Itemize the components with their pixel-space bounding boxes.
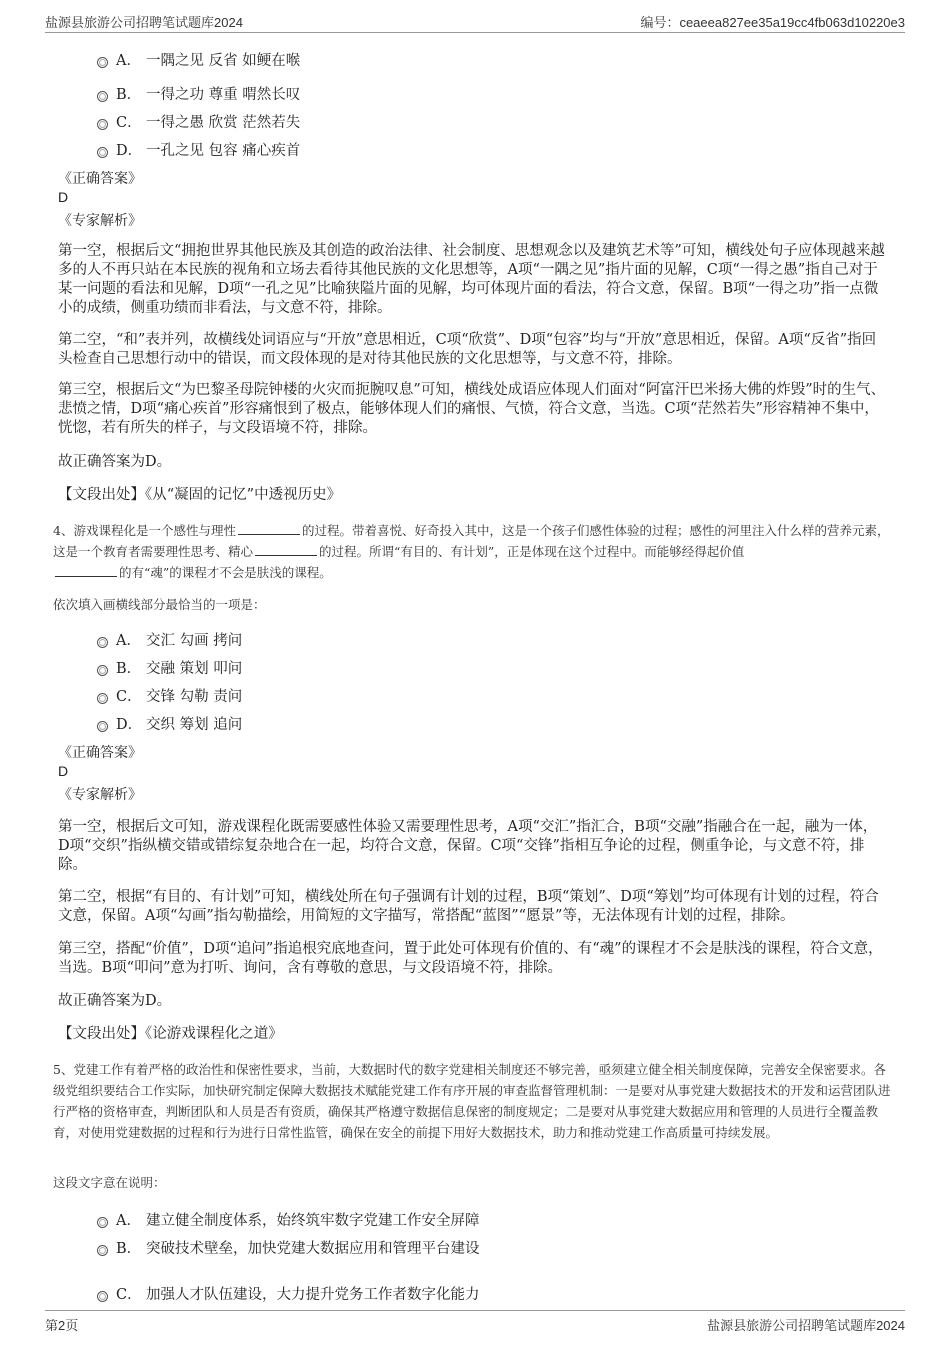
q3-option-a[interactable]: A． 一隅之见 反省 如鲠在喉: [97, 48, 300, 70]
analysis-paragraph: 第三空，根据后文“为巴黎圣母院钟楼的火灾而扼腕叹息”可知，横线处成语应体现人们面对“阿富汗巴米扬大佛的炸毁”时的生气、悲愤之情，D项“痛心疾首”形容痛恨到了极点，能够体现人们的痛恨、气愤，符合文意，当选。C项“茫然若失”形容精神不集中，恍惚，若有所失的样子，与文段语境不符，排除。: [58, 382, 886, 436]
analysis-conclusion: 故正确答案为D。: [58, 454, 172, 470]
page-footer: [45, 1310, 905, 1335]
source-citation: 【文段出处】《论游戏课程化之道》: [58, 1026, 283, 1042]
analysis-label: 《专家解析》: [58, 213, 142, 229]
analysis-label: 《专家解析》: [58, 787, 142, 803]
answer-label: 《正确答案》: [58, 745, 142, 761]
analysis-conclusion: 故正确答案为D。: [58, 993, 172, 1009]
blank-line: [55, 564, 117, 577]
question-stem: 4、游戏课程化是一个感性与理性 的过程。带着喜悦、好奇投入其中，这是一个孩子们感性体验的过程；感性的河里注入什么样的营养元素，这是一个教育者需要理性思考、精心 的过程。所谓“有目的、有计划”，正是体现在这个过程中。而能够经得起价值 的有“魂”的课程才不会是肤浅的课程。: [53, 523, 890, 580]
radio-icon[interactable]: [97, 1217, 108, 1228]
q5-option-b[interactable]: B． 突破技术壁垒，加快党建大数据应用和管理平台建设: [97, 1236, 480, 1258]
blank-line: [255, 543, 317, 556]
blank-line: [238, 522, 300, 535]
radio-icon[interactable]: [97, 637, 108, 648]
question-stem: 5、党建工作有着严格的政治性和保密性要求，当前，大数据时代的数字党建相关制度还不够完善，亟须建立健全相关制度保障，完善安全保密要求。各级党组织要结合工作实际，加快研究制定保障大数据技术赋能党建工作有序开展的审查监督管理机制：一是要对从事党建大数据技术的开发和运营团队进行严格的资格审查，判断团队和人员是否有资质，确保其严格遵守数据信息保密的制度规定；二是要对从事党建大数据应用和管理的人员进行全覆盖教育，对使用党建数据的过程和行为进行日常性监管，确保在安全的前提下用好大数据技术，助力和推动党建工作高质量可持续发展。: [53, 1062, 891, 1140]
q3-option-c[interactable]: C． 一得之愚 欣赏 茫然若失: [97, 110, 300, 132]
radio-icon[interactable]: [97, 721, 108, 732]
analysis-paragraph: 第三空，搭配“价值”，D项“追问”指追根究底地查问，置于此处可体现有价值的、有“魂”的课程才不会是肤浅的课程，符合文意，当选。B项“叩问”意为打听、询问，含有尊敬的意思，与文段语境不符，排除。: [58, 941, 883, 976]
q3-option-d[interactable]: D． 一孔之见 包容 痛心疾首: [97, 138, 300, 160]
radio-icon[interactable]: [97, 1245, 108, 1256]
source-citation: 【文段出处】《从“凝固的记忆”中透视历史》: [58, 487, 342, 503]
q4-option-c[interactable]: C． 交锋 勾勒 责问: [97, 684, 242, 706]
radio-icon[interactable]: [97, 119, 108, 130]
page-number: 第2页: [45, 1318, 79, 1333]
radio-icon[interactable]: [97, 57, 108, 68]
radio-icon[interactable]: [97, 693, 108, 704]
q4-option-a[interactable]: A． 交汇 勾画 拷问: [97, 628, 242, 650]
answer-label: 《正确答案》: [58, 171, 142, 187]
answer-value: D: [58, 189, 69, 205]
q4-option-b[interactable]: B． 交融 策划 叩问: [97, 656, 242, 678]
analysis-paragraph: 第一空，根据后文可知，游戏课程化既需要感性体验又需要理性思考，A项“交汇”指汇合，B项“交融”指融合在一起，融为一体，D项“交织”指纵横交错或错综复杂地合在一起，均符合文意，保留。C项“交锋”指相互争论的过程，侧重争论，与文意不符，排除。: [58, 819, 878, 873]
page-header: [45, 10, 905, 33]
radio-icon[interactable]: [97, 147, 108, 158]
radio-icon[interactable]: [97, 91, 108, 102]
header-doc-id: 编号：ceaeea827ee35a19cc4fb063d10220e3: [640, 15, 905, 30]
question-prompt: 依次填入画横线部分最恰当的一项是：: [53, 597, 266, 612]
header-title: 盐源县旅游公司招聘笔试题库2024: [45, 15, 243, 30]
radio-icon[interactable]: [97, 1291, 108, 1302]
q3-option-b[interactable]: B． 一得之功 尊重 喟然长叹: [97, 82, 300, 104]
footer-title: 盐源县旅游公司招聘笔试题库2024: [707, 1318, 905, 1333]
q5-option-c[interactable]: C． 加强人才队伍建设，大力提升党务工作者数字化能力: [97, 1282, 480, 1304]
analysis-paragraph: 第二空，根据“有目的、有计划”可知，横线处所在句子强调有计划的过程，B项“策划”、D项“筹划”均可体现有计划的过程，符合文意，保留。A项“勾画”指勾勒描绘，用简短的文字描写，常搭配“蓝图”“愿景”等，无法体现有计划的过程，排除。: [58, 889, 879, 924]
answer-value: D: [58, 763, 69, 779]
q5-option-a[interactable]: A． 建立健全制度体系，始终筑牢数字党建工作安全屏障: [97, 1208, 480, 1230]
analysis-paragraph: 第二空，“和”表并列，故横线处词语应与“开放”意思相近，C项“欣赏”、D项“包容”均与“开放”意思相近，保留。A项“反省”指回头检查自己思想行动中的错误，而文段体现的是对待其他民族的文化思想等，与文意不符，排除。: [58, 332, 877, 367]
analysis-paragraph: 第一空，根据后文“拥抱世界其他民族及其创造的政治法律、社会制度、思想观念以及建筑艺术等”可知，横线处句子应体现越来越多的人不再只站在本民族的视角和立场去看待其他民族的文化思想等，A项“一隅之见”指片面的见解，C项“一得之愚”指自己对于某一问题的看法和见解，D项“一孔之见”比喻狭隘片面的见解，均可体现片面的看法，符合文意，保留。B项“一得之功”指一点微小的成绩，侧重功绩而非看法，与文意不符，排除。: [58, 243, 885, 316]
question-prompt: 这段文字意在说明：: [53, 1175, 166, 1190]
q4-option-d[interactable]: D． 交织 筹划 追问: [97, 712, 242, 734]
radio-icon[interactable]: [97, 665, 108, 676]
